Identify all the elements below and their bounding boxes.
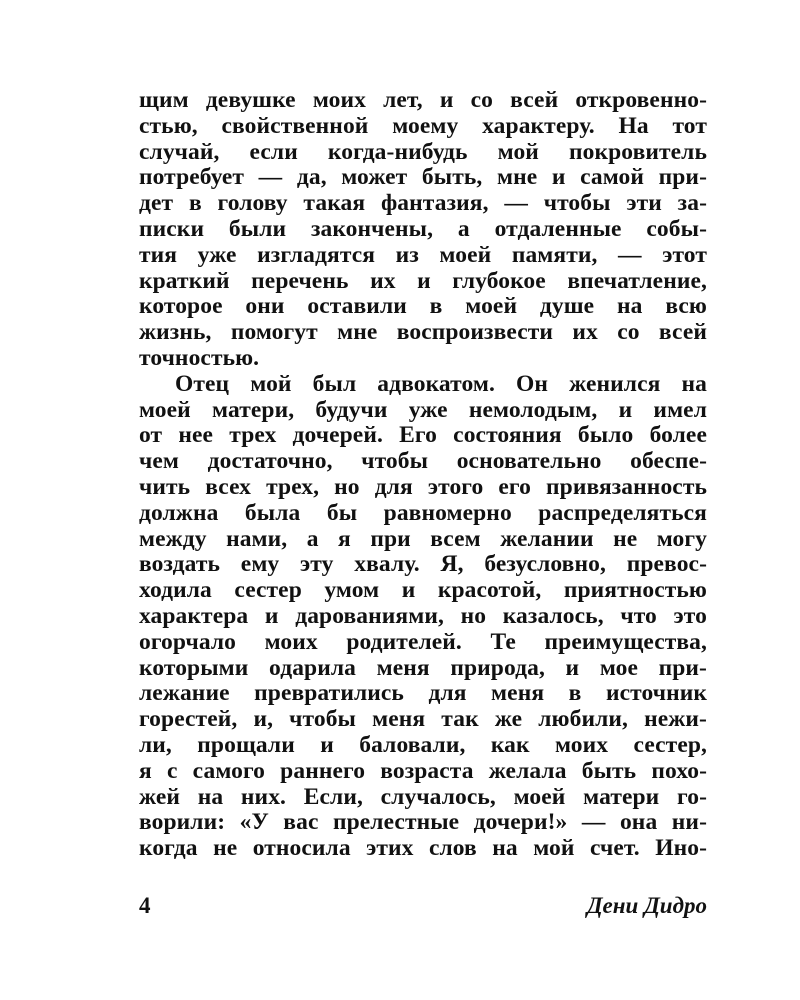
text-line: от нее трех дочерей. Его состояния было более <box>139 422 707 449</box>
text-line: писки были закончены, а отдаленные собы- <box>139 215 707 242</box>
text-line: когда не относила этих слов на мой счет. Ино- <box>139 835 707 862</box>
text-line: которыми одарила меня природа, и мое при- <box>139 654 707 681</box>
text-line: я с самого раннего возраста желала быть похо- <box>139 757 707 784</box>
page-body <box>139 88 707 862</box>
text-line: между нами, а я при всем желании не могу <box>139 525 707 552</box>
text-line: огорчало моих родителей. Те преимущества, <box>139 628 707 655</box>
text-line: чить всех трех, но для этого его привязанность <box>139 473 707 500</box>
text-line: стью, свойственной моему характеру. На тот <box>139 112 707 139</box>
text-line: которое они оставили в моей душе на всю <box>139 293 707 320</box>
text-line: точностью. <box>139 344 260 371</box>
text-line: ворили: «У вас прелестные дочери!» — она ни- <box>139 809 707 836</box>
text-line: ходила сестер умом и красотой, приятностью <box>139 577 707 604</box>
running-footer-author: Дени Дидро <box>586 893 707 918</box>
text-line: тия уже изгладятся из моей памяти, — этот <box>139 241 707 268</box>
text-line: краткий перечень их и глубокое впечатление, <box>139 267 707 294</box>
text-line: горестей, и, чтобы меня так же любили, нежи- <box>139 706 707 733</box>
page-footer <box>139 893 707 923</box>
paragraph-2 <box>139 372 707 862</box>
text-line: щим девушке моих лет, и со всей откровенно- <box>139 87 707 113</box>
text-line: жей на них. Если, случалось, моей матери го- <box>139 783 707 810</box>
text-line: должна была бы равномерно распределяться <box>139 499 707 526</box>
text-line: характера и дарованиями, но казалось, что это <box>139 602 707 629</box>
text-line: дет в голову такая фантазия, — чтобы эти за- <box>139 190 707 217</box>
text-line: чем достаточно, чтобы основательно обеспе- <box>139 448 707 475</box>
text-line: жизнь, помогут мне воспроизвести их со всей <box>139 319 707 346</box>
text-line: потребует — да, может быть, мне и самой при- <box>139 164 707 191</box>
text-line: воздать ему эту хвалу. Я, безусловно, превос- <box>139 551 707 578</box>
page-number: 4 <box>139 893 151 918</box>
text-line: ли, прощали и баловали, как моих сестер, <box>139 731 707 758</box>
paragraph-1 <box>139 88 707 372</box>
text-line: случай, если когда-нибудь мой покровитель <box>139 138 707 165</box>
text-line: моей матери, будучи уже немолодым, и имел <box>139 396 707 423</box>
text-line: Отец мой был адвокатом. Он женился на <box>175 370 707 397</box>
text-line: лежание превратились для меня в источник <box>139 680 707 707</box>
